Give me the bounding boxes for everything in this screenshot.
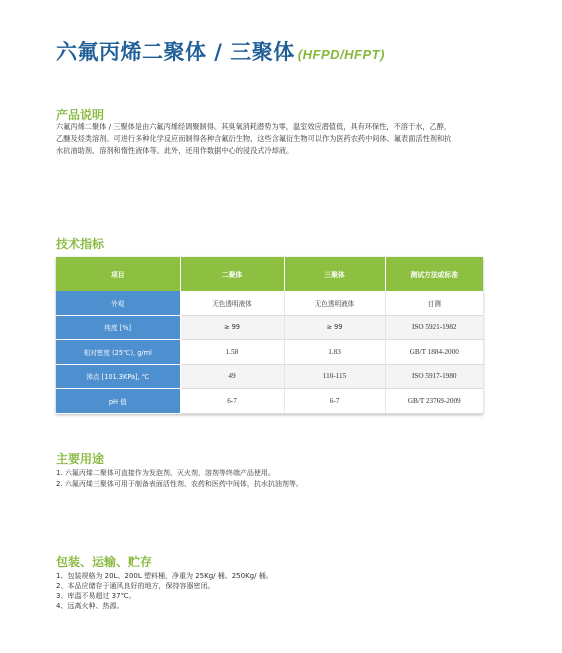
dimer-value: ≥ 99 — [180, 315, 284, 340]
trimer-value: 110-115 — [284, 364, 385, 389]
trimer-value: 无色透明液体 — [284, 291, 385, 315]
table-row — [56, 315, 483, 340]
specs-heading: 技术指标 — [56, 237, 105, 251]
method-value: GB/T 23769-2009 — [385, 389, 483, 414]
table-row — [56, 389, 483, 414]
dimer-value: 49 — [180, 364, 284, 389]
title-main: 六氟丙烯二聚体 / 三聚体 — [56, 40, 295, 64]
uses-list — [56, 468, 516, 489]
dimer-value: 1.58 — [180, 340, 284, 365]
trimer-value: 6-7 — [284, 389, 385, 414]
description-line: 乙醚及烃类溶剂。可进行多种化学反应而制得各种含氟衍生物，这些含氟衍生物可以作为医药农药中间体、氟表面活性剂和抗 — [56, 134, 452, 143]
method-value: GB/T 1884-2000 — [385, 340, 483, 365]
dimer-value: 6-7 — [180, 389, 284, 414]
list-item: 2. 六氟丙烯三聚体可用于制备表面活性剂、农药和医药中间体，抗水抗油剂等。 — [56, 479, 303, 488]
method-value: 目测 — [385, 291, 483, 315]
table-row — [56, 364, 483, 389]
column-header-dimer: 二聚体 — [180, 257, 284, 291]
table-header-row — [56, 257, 483, 291]
column-header-method: 测试方法或标准 — [385, 257, 483, 291]
column-header-item: 项目 — [56, 257, 180, 291]
list-item: 1、包装规格为 20L、200L 塑料桶，净重为 25Kg/ 桶、250Kg/ 桶。 — [56, 572, 273, 580]
table-row — [56, 340, 483, 365]
list-item: 4、远离火种、热源。 — [56, 602, 124, 610]
description-line: 六氟丙烯二聚体 / 三聚体是由六氟丙烯经调聚制得。其臭氧消耗潜势为零，温室效应潜值低，具有环保性，不溶于水，乙醇， — [56, 122, 452, 131]
row-label: 外观 — [56, 291, 180, 315]
description-text — [56, 121, 516, 157]
method-value: ISO 5921-1982 — [385, 315, 483, 340]
storage-heading: 包装、运输、贮存 — [56, 555, 153, 569]
table-row — [56, 291, 483, 315]
list-item: 3、库温不易超过 37℃。 — [56, 592, 136, 600]
row-label: pH 值 — [56, 389, 180, 414]
title-code: (HFPD/HFPT) — [297, 47, 385, 62]
uses-heading: 主要用途 — [56, 452, 105, 466]
page-title — [56, 36, 385, 66]
storage-list — [56, 571, 516, 611]
description-line: 水抗油助剂、溶剂和惰性液体等。此外，还用作数据中心的浸没式冷却液。 — [56, 146, 294, 155]
row-label: 纯度 [%] — [56, 315, 180, 340]
method-value: ISO 5917-1980 — [385, 364, 483, 389]
row-label: 相对密度 (25℃), g/ml — [56, 340, 180, 365]
column-header-trimer: 三聚体 — [284, 257, 385, 291]
spec-table — [56, 257, 483, 414]
row-label: 沸点 [101.3KPa], ℃ — [56, 364, 180, 389]
list-item: 2、本品应储存于通风良好的地方，保持容器密闭。 — [56, 582, 215, 590]
trimer-value: ≥ 99 — [284, 315, 385, 340]
trimer-value: 1.83 — [284, 340, 385, 365]
description-heading: 产品说明 — [56, 108, 105, 122]
list-item: 1. 六氟丙烯二聚体可直接作为发泡剂、灭火剂，溶剂等终端产品使用。 — [56, 469, 275, 477]
dimer-value: 无色透明液体 — [180, 291, 284, 315]
